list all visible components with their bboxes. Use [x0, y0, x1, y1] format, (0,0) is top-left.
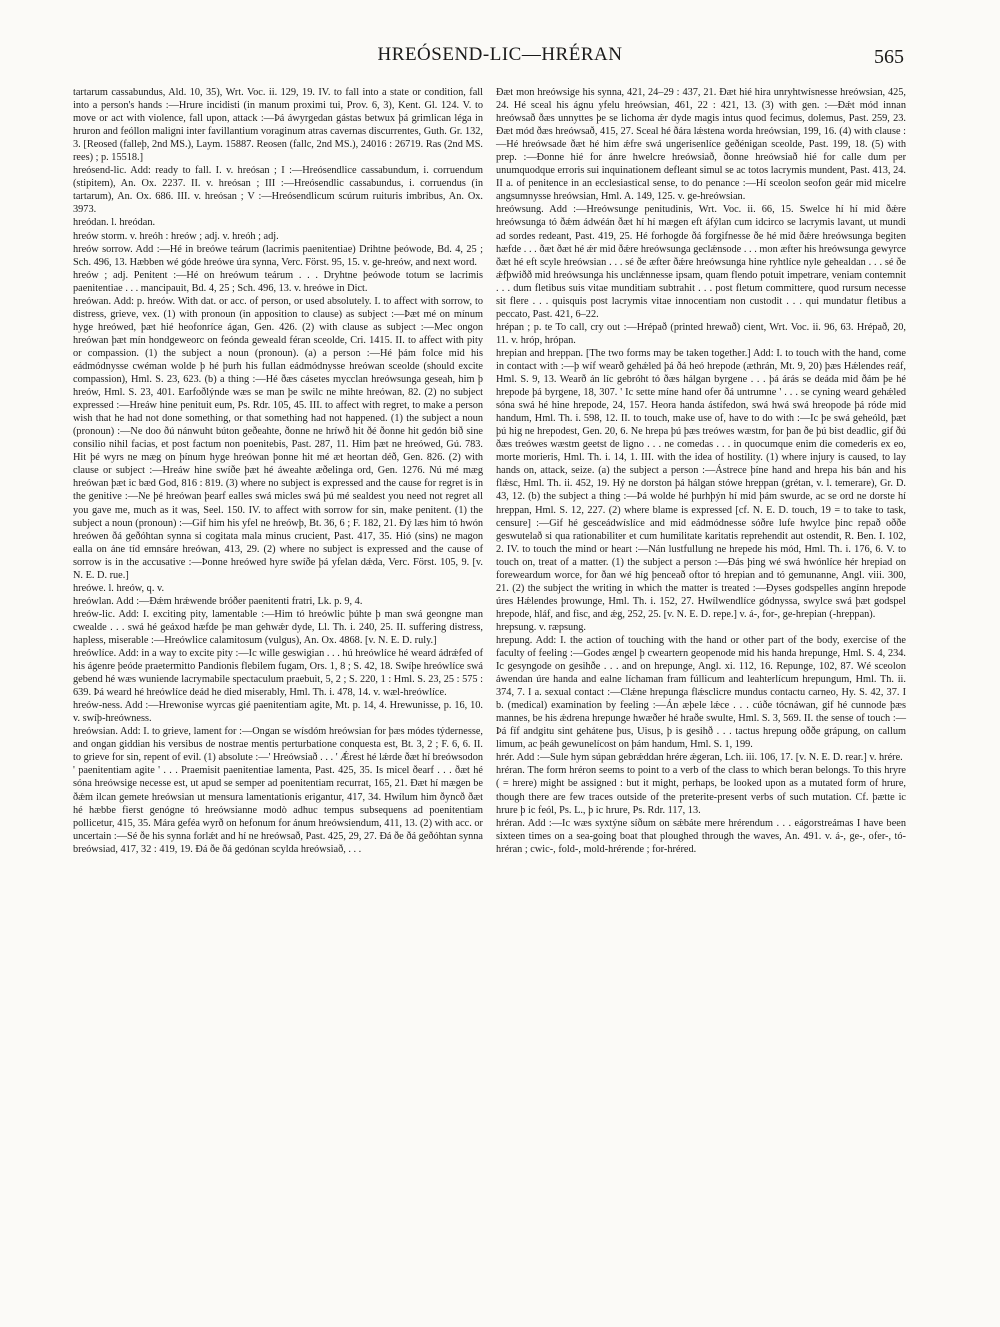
entry-paragraph: hreówan. Add: p. hreów. With dat. or acc. of person, or used absolutely. I. to affect with sorrow, to distress, grieve, vex. (1) with pronoun (in apposition to clause) as subject :—Þæt mé on mínum hyge hreówed, þæt hié heofonríce ágan, Gen. 426. (2) with clause as subject :—Mec ongon hreówan þæt mín hondgeweorc on feónda geweald féran sceolde, Cri. 1415. II. to affect with pity or compassion. (1) the subject a noun (pronoun). (a) a person :—Hé þám folce mid his eádmódnysse cwéman wolde þ hé þurh his fullan eádmódnysse hreówan sceolde (should excite compassion), Hml. S. 23, 623. (b) a thing :—Hé ðæs cásetes mycclan hreówsunga geseah, him þ hreów, Hml. S. 23, 401. Earfoðlýnde wæs se man þe swilc ne mihte hreówan, 82. (2) no subject expressed :—Hreáw hine penituit eum, Ps. Rdr. 105, 45. III. to affect with regret, to make a person wish that he had not done something, or that something had not happened. (1) the subject a noun (pronoun) :—Ne doo ðú nánwuht búton geðeahte, ðonne ne hríwð hit ðé ðonne hit gedón bið sine consilio nihil facias, et post factum non poenitebis, Past. 287, 11. Him þæt ne hreówed, Gú. 783. Hit þé wyrs ne mæg on þínum hyge hreówan þonne hit mé æt heortan déð, Gen. 826. (2) with clause or subject :—Hreáw hine swíðe þæt hé áweahte æðelinga ord, Gen. 1276. Nú mé mæg hreówan þæt ic bæd God, 816 : 819. (3) where no subject is expressed and the cause for regret is in the genitive :—Ne þé hreówan þearf ealles swá micles swá þú mé sealdest you need not regret all you gave me, much as it was, Seel. 150. IV. to affect with sorrow for sin, make penitent. (1) the subject a noun (pronoun) :—Gif him his yfel ne hreówþ, Bt. 36, 6 ; F. 182, 21. Ðý læs him tó hwón hreówen ðá geðóhtan synna si cogitata mala minus crucient, Past. 417, 35. Hió (sins) ne magon ealla on áne tíd emnsáre hreówan, 413, 29. (2) where no subject is expressed and the cause of sorrow is in the accusative :—Þonne hreówed hyre swíðe þá yfelan dǽda, Verc. Först. 105, 9. [v. N. E. D. rue.]	[73, 295, 483, 581]
entry-paragraph: hrér. Add :—Sule hym súpan gebrǽddan hrére ǽgeran, Lch. iii. 106, 17. [v. N. E. D. rear.] v. hrére.	[496, 752, 903, 764]
entry-paragraph: hreówsung. Add :—Hreówsunge penitudinis, Wrt. Voc. ii. 66, 15. Swelce hí hí mid ðǽre hreówsunga tó ðǽm ádwéán ðæt hí hí mægen eft áfýlan cum idcirco se lacrymis lavant, ut mundi ad sordes redeant, Past. 419, 25. Hé forhogde ðá forgifnesse ðe hé mid ðǽre hreówsunga begiten hæfde . . . ðæt ðæt hé ǽr mid ðǽre hreówsunga geclǽnsode . . . mon æfter his hreówsunga gewyrce ðæt hé eft scyle hreówsian . . . sé ðe æfter ðǽre hreówsunga hine ryhtlíce nyle gehealdan . . . sé ðe ǽfþwiðð mid hreówsunga his unclǽnnesse ipsam, quam flendo potuit impetrare, veniam contemnit . . . dum fletibus suis vitae munditiam subtrahit . . . post fletum committere, quod rursum necesse sit flere . . . quisquis post lacrymis vitae innocentiam non custodit . . . qui mundatur fletibus a peccato, Past. 421, 6–22.	[496, 204, 906, 320]
entry-paragraph: hreów ; adj. Penitent :—Hé on hreówum teárum . . . Dryhtne þeówode totum se lacrimis paenitentiae . . . mancipauit, Bd. 4, 25 ; Sch. 496, 13. v. hreówe in Dict.	[73, 269, 483, 294]
entry-paragraph: hreówe. l. hreów, q. v.	[73, 582, 165, 594]
entry-paragraph: hreówlan. Add :—Ðǽm hrǽwende bróðer paenitenti fratri, Lk. p. 9, 4.	[73, 595, 363, 607]
entry-paragraph: tartarum cassabundus, Ald. 10, 35), Wrt. Voc. ii. 129, 19. IV. to fall into a state or condition, fall into a person's hands :—Hrure incidisti (in manum proximi tui, Prov. 6, 3), Kent. Gl. 124. V. to move or act with violence, fall upon, attack :—Þá áwyrgedan gástas betwux þá grimlican léga in hruron and feóllon maligni inter favillantium voraginum atras cavernas discurrentes, Guth. Gr. 132, 3. [Reosed (falleþ, 2nd MS.), Laym. 15887. Reosen (fallc, 2nd MS.), 24016 : 26719. Ras (2nd MS. rees) ; p. 15518.]	[73, 87, 483, 164]
entry-paragraph: hreów sorrow. Add :—Hé in breówe teárum (lacrimis paenitentiae) Drihtne þeówode, Bd. 4, 25 ; Sch. 496, 13. Hæbben wé góde hreówe úra synna, Verc. Först. 95, 15. v. ge-hreów, and next word.	[73, 243, 483, 268]
running-title: HREÓSEND-LIC—HRÉRAN	[377, 44, 623, 65]
left-column	[73, 86, 483, 856]
entry-paragraph: hrépan ; p. te To call, cry out :—Hrépað (printed hrewað) cient, Wrt. Voc. ii. 96, 63. Hrépað, 20, 11. v. hróp, hrópan.	[496, 321, 906, 346]
entry-paragraph: hreów-ness. Add :—Hrewonise wyrcas gié paenitentiam agite, Mt. p. 14, 4. Hrewunisse, p. 16, 10. v. swíþ-hreówness.	[73, 700, 483, 725]
entry-paragraph: hréran. The form hréron seems to point to a verb of the class to which beran belongs. To this hryre ( = hrere) might be assigned : but it might, perhaps, be looked upon as a mutated form of hrure, though there are few traces outside of the preterite-present verbs of such mutation. Cf. þætte ic hrure þ ic feól, Ps. L., þ ic hrure, Ps. Rdr. 117, 13.	[496, 765, 906, 816]
entry-paragraph: hreów storm. v. hreóh : hreów ; adj. v. hreóh ; adj.	[73, 230, 279, 242]
page-header	[0, 44, 1000, 74]
entry-paragraph: Ðæt mon hreówsige his synna, 421, 24–29 : 437, 21. Ðæt hié hira unryhtwísnesse hreówsian, 425, 24. Hé sceal his ágnu yfelu hreówsian, 461, 22 : 421, 13. (3) with gen. :—Ðǽt mód innan hreówsað ðæs unnyttes þe se lichoma ǽr dyde magis intus quod fecimus, dolemus, Past. 259, 23. Ðæt mód ðæs hreówsað, 415, 27. Sceal hé ðára lǽstena worda hreówsian, 199, 16. (4) with clause :—Hé hreówsade ðæt hé him ǽfre swá ungerisenlíce geðénigan sceolde, Past. 199, 18. (5) with prep. :—Ðonne hié for ánre hwelcre hreówsiað, ðonne hreówsiað hié for calle dum per unumquodque erroris sui inquinationem defleant simul se ac totos lacrymis mundent, Past. 413, 24. II a. of penitence in an ecclesiastical sense, to do penance :—Hí sceolon seofon geár mid micelre angsumnysse hreówsian, Hml. A. 149, 125. v. ge-hreówsian.	[496, 87, 906, 203]
entry-paragraph: hrepung. Add: I. the action of touching with the hand or other part of the body, exercise of the faculty of feeling :—Godes ængel þ cweartern geopenode mid his handa hrepunge, Hml. S. 4, 234. Ic gesyngode on gesihðe . . . and on hrepunge, Angl. xi. 112, 16. Repunge, 102, 87. Wé sceolon áwendan úre handa and ealne líchaman fram fúllicum and leahterlícum hrepungum, Hml. Th. ii. 374, 7. I a. sexual contact :—Clǽne hrepunga flǽsclicre mundus contactu carneo, Hy. S. 42, 37. I b. (medical) examination by feeling :—Án æþele lǽce . . . cúðe tócnáwan, gif hé cunnode þæs mannes, be his ǽdrena hrepunge hwæðer hé hraðe swulte, Hml. S. 3, 569. II. the sense of touch :—Þá fíf andgitu sint gehátene þus, Uisus, þ is gesihð . . . tactus hrepung oððe grápung, on callum limum, ac þeáh gewunelícost on þám handum, Hml. S. 1, 199.	[496, 634, 906, 751]
entry-paragraph: hreódan. l. hreódan.	[73, 217, 156, 229]
entry-paragraph: hreówsian. Add: I. to grieve, lament for :—Ongan se wísdóm hreówsian for þæs módes týdernesse, and ongan giddian his versibus de nostrae mentis perturbatione conquesta est, Bt. 3, 2 ; F. 6, 6. II. to grieve for sin, repent of evil. (1) absolute :—' Hreówsiað . . . ' Ǽrest hé lǽrde ðæt hí breówsodon ' paenitentiam agite ' . . . Praemisit paenitentiae lamenta, Past. 425, 35. Is micel ðearf . . . ðæt hé sóna hreówsige necesse est, ut apud se semper ad poenitentiam recurrat, 165, 21. Ðæt hí mægen be ðǽm ilcan gemete hreówsian ut mensura lamentationis erigantur, 417, 34. Hwílum him ðyncð ðæt hé hæbbe fierst genógne tó hreówsianne modò adhuc tempus subsequens ad poenitentiam pollicetur, 415, 35. Mára geféa wyrð on hefonum for ánum hreówsiendum, 411, 13. (2) with acc. or uncertain :—Sé ðe his synna forlǽt and hí ne hreówsað, Past. 425, 29, 27. Ðá ðe ðá geðóhtan synna breówsiad, 417, 32 : 419, 19. Ðá ðe ðá gedónan scylda hreówsiað, . . .	[73, 726, 483, 855]
entry-paragraph: hreówlíce. Add: in a way to excite pity :—Ic wille geswigian . . . hú hreówlíce hé weard ádrǽfed of his ágenre þeóde praetermitto Pandionis flebilem fugam, Ors. 1, 8 ; S. 42, 18. Swíþe hreówlíce swá gebend hé wæs wuniende lacrymabile spectaculum praebuit, 5, 2 ; S. 220, 1 : Hml. S. 23, 25 : 575 : 639. Þá weard hé hreówlíce deád he died miserably, Hml. Th. i. 478, 14. v. wæl-hreówlíce.	[73, 648, 483, 699]
entry-paragraph: hreósend-lic. Add: ready to fall. I. v. hreósan ; I :—Hreósendlice cassabundum, i. corruendum (stipitem), An. Ox. 2237. II. v. hreósan ; III :—Hreósendlic cassabundus, i. corruendus (in tartarum), An. Ox. 686. III. v. hreósan ; V :—Hreósendlicum scúrum ruituris imbribus, An. Ox. 3973.	[73, 165, 483, 216]
right-column	[496, 86, 906, 856]
entry-paragraph: hrepian and hreppan. [The two forms may be taken together.] Add: I. to touch with the hand, come in contact with :—þ wíf wearð gehǽled þá ðá heó hrepode (æthrán, Mt. 9, 20) þæs Hǽlendes reáf, Hml. S. 9, 13. Wearð án líc gebróht tó ðæs hálgan byrgene . . . þá árás se deáda mid ðám þe hé hrepode þá byrgene, 18, 307. ' Ic sette míne hand ofer ðá untrumne ' . . . se cyning weard gehǽled sóna swá hé hine hrepode, 24, 157. Heora handa ástífedon, swá hwá swá hreopode þá róde mid handum, Hml. Th. i. 598, 12. II. to touch, make use of, have to do with :—Ic þe swá geheóld, þæt þú hig ne hrepodest, Gen. 20, 6. Ne hrepa þú þæs treówes wæstm, for þan ðe þú bist deadlic, gif ðú ðæs treówes wæstm geetst de ligno . . . ne comedas . . . in quocumque enim die comederis ex eo, morte morieris, Hml. Th. i. 14, 1. III. with the idea of hostility. (1) where injury is caused, to lay hands on, attack, seize. (a) the subject a person :—Ástrece þíne hand and hrepa his bán and his flǽsc, Hml. Th. ii. 452, 19. Hý ne dorston þá hálgan stówe hreppan (grétan, v. l. temerare), Gr. D. 43, 12. (b) the subject a thing :—Þá wolde hé þurhþýn hí mid þám swurde, ac se ord ne dorste hí hreppan, Hml. S. 12, 227. (2) where blame is expressed [cf. N. E. D. touch, 19 = to take to task, censure] :—Gif hé gesceádwíslíce and mid eádmódnesse sóðre lufe hwylce þinc repað oððe geswutelað si qua rationabiliter et cum humilitate karitatis reprehendit aut ostendit, R. Ben. I. 102, 2. IV. to touch the mind or heart :—Nán lustfullung ne hrepede his mód, Hml. Th. i. 176, 6. V. to touch on, treat of a matter. (1) the subject a person :—Ðás þing wé swá hwónlíce hér hrepiad on foreweardum worce, for ðan wé híg þenceað oftor tó hrepian and tó gemunanne, Angl. viii. 300, 21. (2) the subject the writing in which the matter is treated :—Ðyses godspelles angínn hrepode úres Hǽlendes þrowunge, Hml. Th. i. 152, 27. Hwílwendlíce gódnyssa, swylce swá þæt godspel hrepode, hláf, and fisc, and ǽg, 252, 25. [v. N. E. D. repe.] v. á-, for-, ge-hrepian (-hreppan).	[496, 347, 906, 620]
page-number: 565	[874, 46, 904, 68]
entry-paragraph: hrepsung. v. ræpsung.	[496, 621, 586, 633]
entry-paragraph: hreów-lic. Add: I. exciting pity, lamentable :—Him tó hreówlic þúhte þ man swá geongne man cwealde . . . swá hé geáxod hæfde þe man gehwǽr dyde, Ll. Th. i. 240, 25. II. suffering distress, hapless, miserable :—Hreówlice calamitosum (vulgus), An. Ox. 4868. [v. N. E. D. ruly.]	[73, 608, 483, 646]
entry-paragraph: hréran. Add :—Ic wæs syxtýne síðum on sǽbáte mere hrérendum . . . eágorstreámas I have been sixteen times on a sea-going boat that ploughed through the waves, An. 491. v. á-, ge-, ofer-, tó-hréran ; cwic-, fold-, mold-hrérende ; for-hréred.	[496, 817, 906, 855]
